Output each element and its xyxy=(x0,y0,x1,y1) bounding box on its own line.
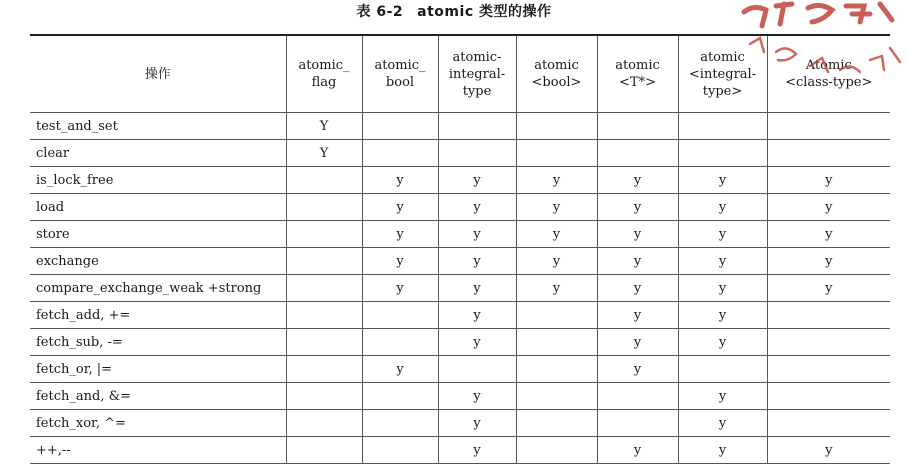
support-cell: y xyxy=(516,275,597,302)
operation-name-cell: fetch_add, += xyxy=(30,302,286,329)
support-cell xyxy=(362,140,438,167)
support-cell xyxy=(362,113,438,140)
support-cell xyxy=(767,113,890,140)
support-cell xyxy=(362,437,438,464)
support-cell: Y xyxy=(286,140,362,167)
support-cell: y xyxy=(597,167,678,194)
support-cell: y xyxy=(767,437,890,464)
support-cell xyxy=(286,383,362,410)
support-cell xyxy=(767,329,890,356)
support-cell xyxy=(516,356,597,383)
support-cell: y xyxy=(678,302,767,329)
support-cell: y xyxy=(678,437,767,464)
table-row xyxy=(30,410,890,437)
support-cell: y xyxy=(678,248,767,275)
support-cell: y xyxy=(362,275,438,302)
support-cell xyxy=(767,356,890,383)
table-row xyxy=(30,329,890,356)
support-cell: y xyxy=(516,221,597,248)
support-cell: y xyxy=(516,248,597,275)
support-cell xyxy=(286,329,362,356)
support-cell: y xyxy=(438,221,516,248)
caption-number: 表 6-2 xyxy=(356,4,404,20)
support-cell xyxy=(516,383,597,410)
column-header-atomic-template-integral: atomic <integral- type> xyxy=(678,35,767,113)
table-row xyxy=(30,167,890,194)
support-cell: y xyxy=(767,275,890,302)
support-cell xyxy=(286,221,362,248)
support-cell: y xyxy=(597,248,678,275)
operation-name-cell: fetch_or, |= xyxy=(30,356,286,383)
support-cell xyxy=(597,140,678,167)
support-cell: y xyxy=(438,302,516,329)
column-header-atomic-integral-type: atomic- integral- type xyxy=(438,35,516,113)
support-cell: y xyxy=(597,356,678,383)
support-cell: y xyxy=(678,221,767,248)
table-row xyxy=(30,140,890,167)
support-cell xyxy=(286,356,362,383)
support-cell: y xyxy=(438,275,516,302)
table-body xyxy=(30,113,890,464)
support-cell xyxy=(678,140,767,167)
support-cell xyxy=(516,113,597,140)
operation-name-cell: exchange xyxy=(30,248,286,275)
atomic-operations-table xyxy=(30,34,890,464)
table-row xyxy=(30,437,890,464)
support-cell: y xyxy=(597,437,678,464)
support-cell: y xyxy=(438,167,516,194)
support-cell: y xyxy=(597,329,678,356)
support-cell: y xyxy=(678,383,767,410)
support-cell: y xyxy=(362,356,438,383)
support-cell xyxy=(516,329,597,356)
table-row xyxy=(30,383,890,410)
support-cell xyxy=(516,437,597,464)
operation-name-cell: compare_exchange_weak +strong xyxy=(30,275,286,302)
operation-name-cell: load xyxy=(30,194,286,221)
operation-name-cell: is_lock_free xyxy=(30,167,286,194)
column-header-atomic-template-class: Atomic <class-type> xyxy=(767,35,890,113)
table-caption xyxy=(0,2,908,22)
support-cell: y xyxy=(362,167,438,194)
support-cell xyxy=(767,383,890,410)
support-cell: y xyxy=(767,221,890,248)
support-cell: y xyxy=(597,302,678,329)
column-header-atomic-template-bool: atomic <bool> xyxy=(516,35,597,113)
support-cell: y xyxy=(597,194,678,221)
support-cell xyxy=(286,248,362,275)
support-cell: y xyxy=(438,329,516,356)
support-cell: Y xyxy=(286,113,362,140)
support-cell xyxy=(286,302,362,329)
support-cell: y xyxy=(767,167,890,194)
support-cell xyxy=(438,356,516,383)
support-cell: y xyxy=(767,194,890,221)
support-cell xyxy=(286,167,362,194)
support-cell xyxy=(286,410,362,437)
support-cell: y xyxy=(678,329,767,356)
operation-name-cell: fetch_xor, ^= xyxy=(30,410,286,437)
support-cell xyxy=(767,410,890,437)
support-cell xyxy=(286,194,362,221)
operation-name-cell: test_and_set xyxy=(30,113,286,140)
support-cell: y xyxy=(678,194,767,221)
table-row xyxy=(30,248,890,275)
support-cell xyxy=(678,356,767,383)
support-cell: y xyxy=(362,248,438,275)
table-row xyxy=(30,194,890,221)
operation-name-cell: fetch_sub, -= xyxy=(30,329,286,356)
support-cell: y xyxy=(438,248,516,275)
operation-name-cell: clear xyxy=(30,140,286,167)
support-cell: y xyxy=(438,383,516,410)
support-cell: y xyxy=(438,437,516,464)
support-cell: y xyxy=(597,221,678,248)
support-cell xyxy=(286,275,362,302)
column-header-atomic-bool: atomic_ bool xyxy=(362,35,438,113)
support-cell: y xyxy=(678,410,767,437)
support-cell: y xyxy=(438,410,516,437)
support-cell: y xyxy=(597,275,678,302)
operation-name-cell: ++,-- xyxy=(30,437,286,464)
support-cell xyxy=(597,410,678,437)
column-header-atomic-template-pointer: atomic <T*> xyxy=(597,35,678,113)
operation-name-cell: store xyxy=(30,221,286,248)
support-cell xyxy=(362,383,438,410)
support-cell xyxy=(286,437,362,464)
caption-title: atomic 类型的操作 xyxy=(417,4,552,20)
support-cell xyxy=(438,140,516,167)
support-cell xyxy=(516,410,597,437)
table-row xyxy=(30,221,890,248)
support-cell: y xyxy=(678,167,767,194)
operation-name-cell: fetch_and, &= xyxy=(30,383,286,410)
support-cell: y xyxy=(362,221,438,248)
support-cell xyxy=(597,383,678,410)
support-cell xyxy=(516,140,597,167)
support-cell xyxy=(362,329,438,356)
support-cell xyxy=(767,140,890,167)
support-cell xyxy=(767,302,890,329)
support-cell: y xyxy=(438,194,516,221)
support-cell xyxy=(516,302,597,329)
support-cell: y xyxy=(362,194,438,221)
table-row xyxy=(30,275,890,302)
support-cell xyxy=(597,113,678,140)
column-header-atomic-flag: atomic_ flag xyxy=(286,35,362,113)
support-cell: y xyxy=(516,167,597,194)
support-cell: y xyxy=(516,194,597,221)
column-header-operation: 操作 xyxy=(30,35,286,113)
support-cell: y xyxy=(767,248,890,275)
table-row xyxy=(30,113,890,140)
header-row xyxy=(30,35,890,113)
support-cell xyxy=(438,113,516,140)
support-cell xyxy=(678,113,767,140)
support-cell: y xyxy=(678,275,767,302)
support-cell xyxy=(362,302,438,329)
support-cell xyxy=(362,410,438,437)
table-row xyxy=(30,356,890,383)
table-row xyxy=(30,302,890,329)
